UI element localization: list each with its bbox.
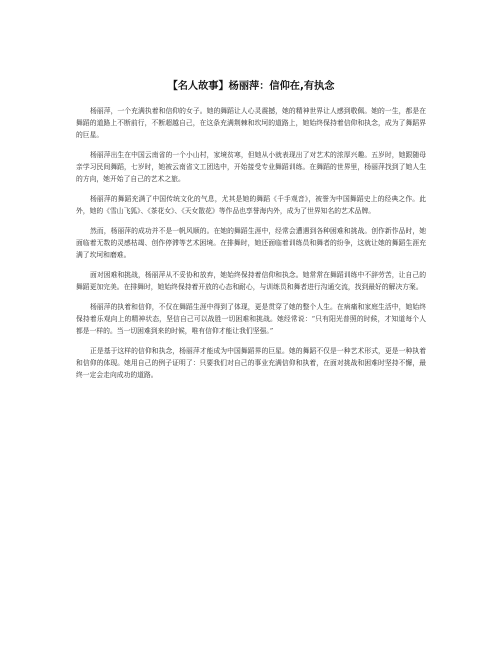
article-paragraph-7: 正是基于这样的信仰和执念，杨丽萍才能成为中国舞蹈界的巨星。她的舞蹈不仅是一种艺术形式，更是一种执着和信仰的体现。她用自己的例子证明了：只要我们对自己的事业充满信仰和执着，在面对挑战和困难时坚持不懈，最终一定会走向成功的道路。 bbox=[76, 347, 426, 379]
article-title: 【名人故事】杨丽萍：信仰在,有执念 bbox=[167, 81, 335, 92]
article-paragraph-1: 杨丽萍，一个充满执着和信仰的女子。她的舞蹈让人心灵震撼，她的精神世界让人感到敬佩。她的一生，都是在舞蹈的道路上不断前行，不断超越自己，在这条充满荆棘和坎坷的道路上，她始终保持着信仰和执念，成为了舞蹈界的巨星。 bbox=[76, 107, 426, 139]
article-paragraph-4: 然而，杨丽萍的成功并不是一帆风顺的。在她的舞蹈生涯中，经常会遭遇到各种困难和挑战。创作新作品时，她面临着无数的灵感枯竭、创作停滞等艺术困境。在排舞时，她还面临着训练员和舞者的纷争，这就让她的舞蹈生涯充满了坎坷和磨难。 bbox=[76, 227, 426, 259]
article bbox=[76, 80, 426, 389]
article-paragraph-3: 杨丽萍的舞蹈充满了中国传统文化的气息，尤其是她的舞蹈《千手观音》，被誉为中国舞蹈史上的经典之作。此外，她的《雪山飞狐》、《茶花女》、《天女散花》等作品也享誉海内外，成为了世界知名的艺术品牌。 bbox=[76, 195, 426, 215]
article-paragraph-6: 杨丽萍的执着和信仰，不仅在舞蹈生涯中得到了体现，更是贯穿了她的整个人生。在病痛和家庭生活中，她始终保持着乐观向上的精神状态，坚信自己可以战胜一切困难和挑战。她经常说：“只有阳光普照的时候，才知道每个人都是一样的。当一切困难到来的时候，唯有信仰才能让我们坚强。” bbox=[76, 303, 426, 335]
article-paragraph-5: 面对困难和挑战，杨丽萍从不妥协和放弃，她始终保持着信仰和执念。她常常在舞蹈训练中不辞劳苦，让自己的舞蹈更加完美。在排舞时，她始终保持着开放的心态和耐心，与训练员和舞者进行沟通交流，找到最好的解决方案。 bbox=[76, 271, 426, 291]
article-paragraph-2: 杨丽萍出生在中国云南省的一个小山村，家境贫寒，但她从小就表现出了对艺术的浓厚兴趣。五岁时，她跟随母亲学习民间舞蹈，七岁时，她被云南省文工团选中，开始接受专业舞蹈训练。在舞蹈的世界里，杨丽萍找到了她人生的方向，她开始了自己的艺术之旅。 bbox=[76, 151, 426, 183]
